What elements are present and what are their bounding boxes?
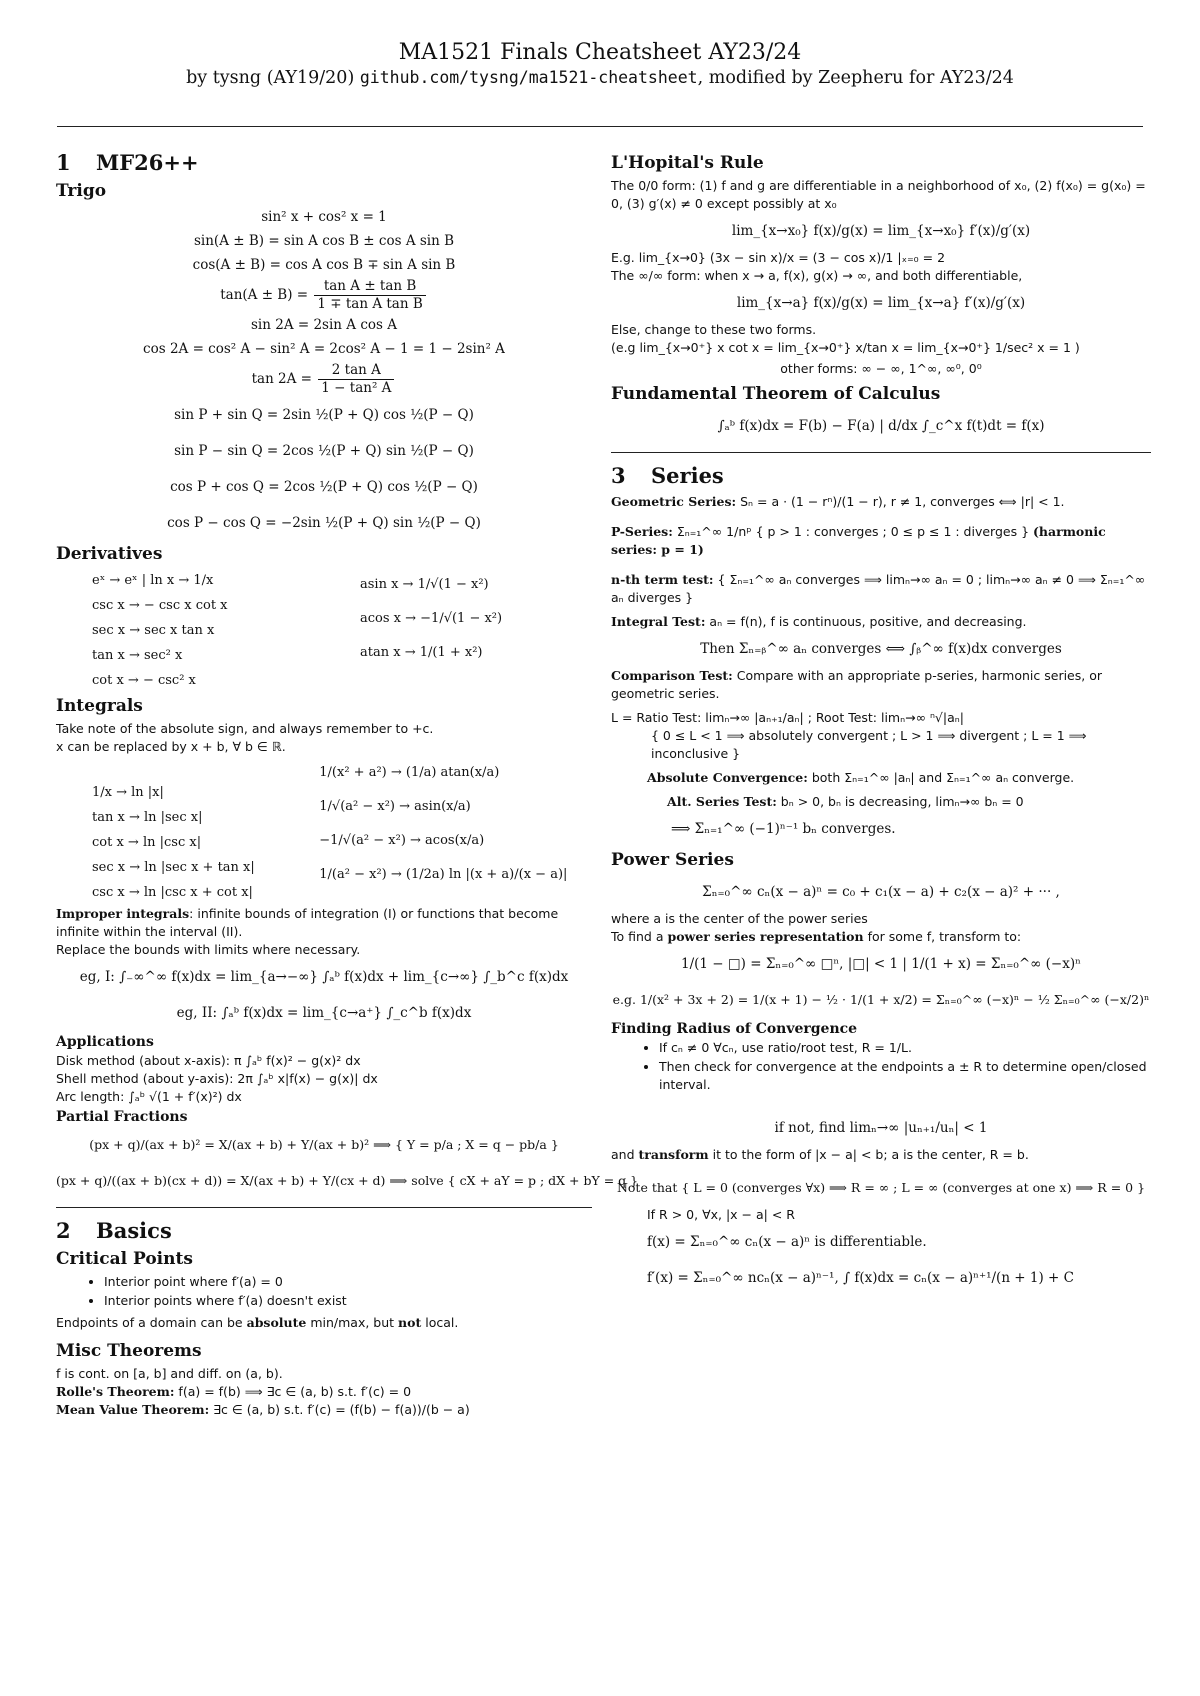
integral-test-formula: Then Σₙ₌ᵦ^∞ aₙ converges ⟺ ∫ᵦ^∞ f(x)dx converges xyxy=(700,641,1062,657)
geometric-representation-formula: 1/(1 − □) = Σₙ₌₀^∞ □ⁿ, |□| < 1 | 1/(1 + x) = Σₙ₌₀^∞ (−x)ⁿ xyxy=(681,956,1081,972)
section-divider xyxy=(56,1207,592,1208)
lhopital-heading: L'Hopital's Rule xyxy=(611,153,764,173)
radius-of-convergence-heading: Finding Radius of Convergence xyxy=(611,1021,858,1037)
integral-item: 1/(x² + a²) → (1/a) atan(x/a) xyxy=(319,765,500,780)
misc-theorems-heading: Misc Theorems xyxy=(56,1341,202,1361)
critical-points-list xyxy=(56,1273,592,1310)
radius-limit-formula: if not, find limₙ→∞ |uₙ₊₁/uₙ| < 1 xyxy=(774,1120,988,1136)
lhopital-example: (e.g lim_{x→0⁺} x cot x = lim_{x→0⁺} x/tan x = lim_{x→0⁺} 1/sec² x = 1 ) xyxy=(611,340,1080,355)
section-heading-mf26: 1 MF26++ xyxy=(56,150,199,175)
misc-theorem-condition: f is cont. on [a, b] and diff. on (a, b). xyxy=(56,1366,283,1381)
document-title: MA1521 Finals Cheatsheet AY23/24 xyxy=(398,40,802,65)
section-heading-basics: 2 Basics xyxy=(56,1218,172,1243)
subtitle-modifier: , modified by Zeepheru for AY23/24 xyxy=(697,68,1014,88)
trigo-formula: sin(A ± B) = sin A cos B ± cos A sin B xyxy=(193,233,455,249)
derivative-item: tan x → sec² x xyxy=(92,648,183,663)
sum-to-product-formula: sin P + sin Q = 2sin ½(P + Q) cos ½(P − Q) xyxy=(174,407,474,423)
lhopital-formula: lim_{x→x₀} f(x)/g(x) = lim_{x→x₀} f′(x)/g′(x) xyxy=(731,223,1031,239)
derivatives-table xyxy=(56,568,592,693)
derivative-item: atan x → 1/(1 + x²) xyxy=(360,645,483,660)
partial-fractions-heading: Partial Fractions xyxy=(56,1109,188,1125)
derivative-item: sec x → sec x tan x xyxy=(92,623,215,638)
lhopital-zero-form: The 0/0 form: (1) f and g are differentiable in a neighborhood of x₀, (2) f(x₀) = g(x₀) = 0, (3) g′(x) ≠ 0 except possibly at x₀ xyxy=(611,178,1146,211)
lhopital-formula: lim_{x→a} f(x)/g(x) = lim_{x→a} f′(x)/g′(x) xyxy=(736,295,1026,311)
partial-fraction-rule: (px + q)/(ax + b)² = X/(ax + b) + Y/(ax + b)² ⟹ { Y = p/a ; X = q − pb/a } xyxy=(89,1137,559,1152)
right-column xyxy=(611,150,1151,1296)
sum-to-product-formula: sin P − sin Q = 2cos ½(P + Q) sin ½(P − Q) xyxy=(174,443,474,459)
derivative-item: acos x → −1/√(1 − x²) xyxy=(360,611,503,626)
derivative-item: eˣ → eˣ | ln x → 1/x xyxy=(92,573,214,588)
power-series-example: e.g. 1/(x² + 3x + 2) = 1/(x + 1) − ½ · 1/(1 + x/2) = Σₙ₌₀^∞ (−x)ⁿ − ½ Σₙ₌₀^∞ (−x/2)ⁿ xyxy=(612,992,1150,1007)
spacer xyxy=(611,559,1151,571)
integrals-table xyxy=(56,756,592,905)
critical-points-heading: Critical Points xyxy=(56,1249,193,1269)
sum-to-product-formula: cos P − cos Q = −2sin ½(P + Q) sin ½(P − Q) xyxy=(167,515,481,531)
subtitle-repo-link[interactable]: github.com/tysng/ma1521-cheatsheet xyxy=(359,68,698,87)
improper-integrals-note: Replace the bounds with limits where necessary. xyxy=(56,942,361,957)
ftc-heading: Fundamental Theorem of Calculus xyxy=(611,384,941,404)
section-heading-series: 3 Series xyxy=(611,463,724,488)
derivatives-left-list xyxy=(56,568,324,693)
radius-cases: Note that { L = 0 (converges ∀x) ⟹ R = ∞ ; L = ∞ (converges at one x) ⟹ R = 0 } xyxy=(616,1180,1146,1195)
trigo-formula: sin 2A = 2sin A cos A xyxy=(251,317,397,333)
spacer xyxy=(611,1098,1151,1110)
integrals-left-list xyxy=(56,756,319,905)
spacer xyxy=(56,1332,592,1338)
improper-example-2: eg, II: ∫ₐᵇ f(x)dx = lim_{c→a⁺} ∫_c^b f(x)dx xyxy=(176,1005,472,1021)
power-series-heading: Power Series xyxy=(611,850,734,870)
tan-double-formula: tan 2A = $\frac{\text{2 tan A}}{\text{1 − tan² A}}$ xyxy=(56,361,592,397)
list-item: • If cₙ ≠ 0 ∀cₙ, use ratio/root test, R = 1/L. xyxy=(659,1039,1151,1057)
integral-item: 1/x → ln |x| xyxy=(92,785,164,800)
derivative-item: csc x → − csc x cot x xyxy=(92,598,228,613)
trigo-identities xyxy=(56,205,592,541)
power-series-note: where a is the center of the power series xyxy=(611,911,868,926)
lhopital-example: E.g. lim_{x→0} (3x − sin x)/x = (3 − cos x)/1 |ₓ₌₀ = 2 xyxy=(611,250,946,265)
integral-item: 1/√(a² − x²) → asin(x/a) xyxy=(319,799,471,814)
tan-sum-formula: tan(A ± B) = $\frac{\text{tan A ± tan B}}{\text{1 ∓ tan A tan B}}$ xyxy=(56,277,592,313)
trigo-formula: sin² x + cos² x = 1 xyxy=(261,209,387,225)
application-item: Disk method (about x-axis): π ∫ₐᵇ f(x)² − g(x)² dx xyxy=(56,1053,361,1068)
integral-item: −1/√(a² − x²) → acos(x/a) xyxy=(319,833,485,848)
integrals-heading: Integrals xyxy=(56,696,143,716)
ratio-root-test: L = Ratio Test: limₙ→∞ |aₙ₊₁/aₙ| ; Root Test: limₙ→∞ ⁿ√|aₙ| xyxy=(611,710,964,725)
derivatives-heading: Derivatives xyxy=(56,544,163,564)
rolles-theorem: Rolle's Theorem: f(a) = f(b) ⟹ ∃c ∈ (a, b) s.t. f′(c) = 0 xyxy=(56,1384,412,1399)
partial-fraction-rule: (px + q)/((ax + b)(cx + d)) = X/(ax + b) + Y/(cx + d) ⟹ solve { cX + aY = p ; dX + bY = q } xyxy=(56,1173,639,1188)
radius-transform-note: and transform it to the form of |x − a| < b; a is the center, R = b. xyxy=(611,1147,1029,1162)
integral-item: tan x → ln |sec x| xyxy=(92,810,203,825)
lhopital-infinity-form: The ∞/∞ form: when x → a, f(x), g(x) → ∞, and both differentiable, xyxy=(611,268,1023,283)
radius-of-convergence-list xyxy=(611,1039,1151,1094)
integral-test: Integral Test: aₙ = f(n), f is continuous, positive, and decreasing. xyxy=(611,614,1027,629)
radius-condition: If R > 0, ∀x, |x − a| < R xyxy=(647,1207,795,1222)
application-item: Shell method (about y-axis): 2π ∫ₐᵇ x|f(x) − g(x)| dx xyxy=(56,1071,378,1086)
alternating-series-test: Alt. Series Test: bₙ > 0, bₙ is decreasing, limₙ→∞ bₙ = 0 xyxy=(667,794,1024,809)
header-rule xyxy=(57,126,1143,127)
endpoints-note: Endpoints of a domain can be absolute min/max, but not local. xyxy=(56,1315,459,1330)
left-column xyxy=(56,150,639,1419)
derivative-item: asin x → 1/√(1 − x²) xyxy=(360,577,489,592)
comparison-test: Comparison Test: Compare with an appropriate p-series, harmonic series, or geometric series. xyxy=(611,668,1102,701)
integral-item: sec x → ln |sec x + tan x| xyxy=(92,860,255,875)
spacer xyxy=(611,511,1151,523)
nth-term-test: n-th term test: { Σₙ₌₁^∞ aₙ converges ⟹ limₙ→∞ aₙ = 0 ; limₙ→∞ aₙ ≠ 0 ⟹ Σₙ₌₁^∞ aₙ diverges } xyxy=(611,572,1146,605)
derivative-item: cot x → − csc² x xyxy=(92,673,196,688)
improper-example-1: eg, I: ∫₋∞^∞ f(x)dx = lim_{a→−∞} ∫ₐᵇ f(x)dx + lim_{c→∞} ∫_b^c f(x)dx xyxy=(79,969,569,985)
trigo-formula: cos(A ± B) = cos A cos B ∓ sin A sin B xyxy=(192,257,456,273)
differentiable-series: f(x) = Σₙ₌₀^∞ cₙ(x − a)ⁿ is differentiable. xyxy=(647,1234,927,1250)
integral-item: csc x → ln |csc x + cot x| xyxy=(92,885,253,900)
sum-to-product-formula: cos P + cos Q = 2cos ½(P + Q) cos ½(P − Q) xyxy=(170,479,478,495)
list-item: • Then check for convergence at the endpoints a ± R to determine open/closed interval. xyxy=(659,1058,1151,1094)
power-series-formula: Σₙ₌₀^∞ cₙ(x − a)ⁿ = c₀ + c₁(x − a) + c₂(x − a)² + ··· , xyxy=(702,884,1060,900)
integrals-right-list xyxy=(319,756,592,905)
trigo-formula: cos 2A = cos² A − sin² A = 2cos² A − 1 = 1 − 2sin² A xyxy=(143,341,505,357)
integrals-note: x can be replaced by x + b, ∀ b ∈ ℝ. xyxy=(56,739,286,754)
alternating-series-formula: ⟹ Σₙ₌₁^∞ (−1)ⁿ⁻¹ bₙ converges. xyxy=(671,821,896,837)
integral-item: 1/(a² − x²) → (1/2a) ln |(x + a)/(x − a)| xyxy=(319,867,568,882)
list-item: • Interior point where f′(a) = 0 xyxy=(104,1273,592,1291)
subtitle-author: by tysng (AY19/20) xyxy=(186,68,355,88)
absolute-convergence: Absolute Convergence: both Σₙ₌₁^∞ |aₙ| and Σₙ₌₁^∞ aₙ converge. xyxy=(647,770,1075,785)
applications-heading: Applications xyxy=(56,1034,154,1050)
application-item: Arc length: ∫ₐᵇ √(1 + f′(x)²) dx xyxy=(56,1089,242,1104)
ftc-formula: ∫ₐᵇ f(x)dx = F(b) − F(a) | d/dx ∫_c^x f(t)dt = f(x) xyxy=(717,418,1045,434)
improper-integrals-text: Improper integrals: infinite bounds of integration (I) or functions that become infinite within the interval (II). xyxy=(56,906,559,939)
list-item: • Interior points where f′(a) doesn't exist xyxy=(104,1292,592,1310)
document-subtitle xyxy=(0,68,1200,88)
integrals-note: Take note of the absolute sign, and always remember to +c. xyxy=(56,721,434,736)
lhopital-other-forms: other forms: ∞ − ∞, 1^∞, ∞⁰, 0⁰ xyxy=(780,361,982,376)
geometric-series: Geometric Series: Sₙ = a · (1 − rⁿ)/(1 − r), r ≠ 1, converges ⟺ |r| < 1. xyxy=(611,494,1065,509)
integral-item: cot x → ln |csc x| xyxy=(92,835,202,850)
p-series: P-Series: Σₙ₌₁^∞ 1/nᵖ { p > 1 : converges ; 0 ≤ p ≤ 1 : diverges } (harmonic series: p = 1) xyxy=(611,524,1106,557)
ratio-root-cases: { 0 ≤ L < 1 ⟹ absolutely convergent ; L > 1 ⟹ divergent ; L = 1 ⟹ inconclusive } xyxy=(651,728,1087,761)
mean-value-theorem: Mean Value Theorem: ∃c ∈ (a, b) s.t. f′(c) = (f(b) − f(a))/(b − a) xyxy=(56,1402,470,1417)
trigo-heading: Trigo xyxy=(56,181,107,201)
power-series-representation: To find a power series representation for some f, transform to: xyxy=(611,929,1022,944)
lhopital-note: Else, change to these two forms. xyxy=(611,322,817,337)
derivatives-right-list xyxy=(324,568,592,693)
section-divider xyxy=(611,452,1151,453)
series-derivative-integral: f′(x) = Σₙ₌₀^∞ ncₙ(x − a)ⁿ⁻¹, ∫ f(x)dx = cₙ(x − a)ⁿ⁺¹/(n + 1) + C xyxy=(647,1270,1074,1286)
